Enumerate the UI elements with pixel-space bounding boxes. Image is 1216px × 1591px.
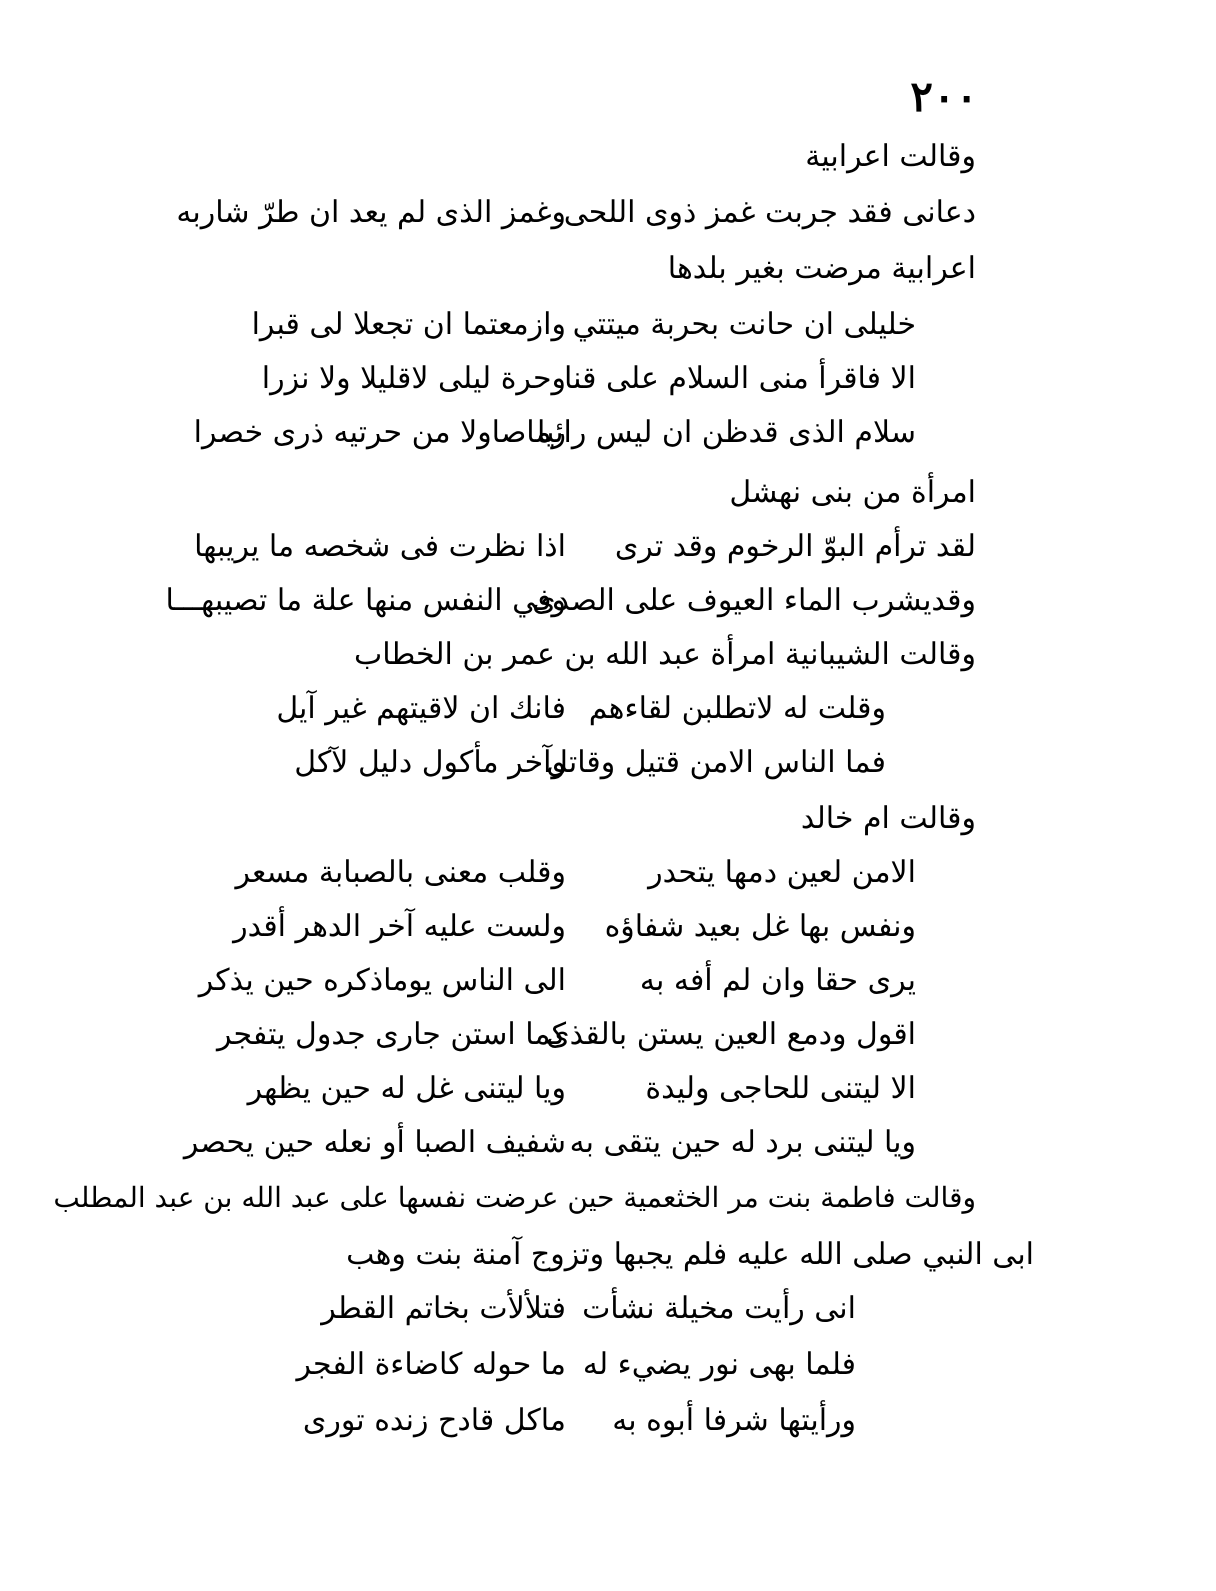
section-heading: وقالت ام خالد <box>800 801 976 836</box>
verse-hemistich-left: ويا ليتنى غل له حين يظهر <box>247 1071 566 1106</box>
verse-hemistich-right: يرى حقا وان لم أفه به <box>639 963 916 998</box>
verse-hemistich-right: دعانى فقد جربت غمز ذوى اللحى <box>563 195 976 230</box>
verse-hemistich-right: ورأيتها شرفا أبوه به <box>612 1403 856 1438</box>
verse-hemistich-right: سلام الذى قدظن ان ليس رائيا <box>537 415 916 450</box>
verse-hemistich-right: الامن لعين دمها يتحدر <box>648 855 916 890</box>
verse-hemistich-left: كما استن جارى جدول يتفجر <box>217 1017 566 1052</box>
verse-hemistich-left: فانك ان لاقيتهم غير آيل <box>276 691 566 726</box>
page-number: ٢٠٠ <box>910 72 978 121</box>
verse-hemistich-left: رماصاولا من حرتيه ذرى خصرا <box>193 415 566 450</box>
verse-hemistich-left: وآخر مأكول دليل لآكل <box>294 745 566 780</box>
verse-hemistich-right: اقول ودمع العين يستن بالقذى <box>546 1017 916 1052</box>
verse-hemistich-left: شفيف الصبا أو نعله حين يحصر <box>183 1125 566 1160</box>
section-heading: امرأة من بنى نهشل <box>729 475 976 510</box>
verse-hemistich-right: خليلى ان حانت بحربة ميتتي <box>572 307 916 342</box>
section-heading: وقالت فاطمة بنت مر الخثعمية حين عرضت نفسها على عبد الله بن عبد المطلب <box>53 1181 976 1214</box>
verse-hemistich-left: ولست عليه آخر الدهر أقدر <box>233 909 566 944</box>
section-heading: وقالت الشيبانية امرأة عبد الله بن عمر بن الخطاب <box>353 637 976 672</box>
verse-hemistich-right: وقديشرب الماء العيوف على الصدى <box>532 583 976 618</box>
verse-hemistich-left: الى الناس يوماذكره حين يذكر <box>198 963 566 998</box>
verse-hemistich-right: وقلت له لاتطلبن لقاءهم <box>588 691 886 726</box>
verse-hemistich-left: وغمز الذى لم يعد ان طرّ شاربه <box>176 195 566 230</box>
verse-hemistich-left: فتلألأت بخاتم القطر <box>321 1291 566 1326</box>
verse-hemistich-right: الا فاقرأ منى السلام على قنا <box>563 361 916 396</box>
verse-hemistich-right: الا ليتنى للحاجى وليدة <box>645 1071 916 1106</box>
section-heading-continued: ابى النبي صلى الله عليه فلم يجبها وتزوج آمنة بنت وهب <box>346 1237 1034 1272</box>
verse-hemistich-right: انى رأيت مخيلة نشأت <box>582 1291 856 1326</box>
verse-hemistich-right: فما الناس الامن قتيل وقاتل <box>546 745 886 780</box>
verse-hemistich-left: وقلب معنى بالصبابة مسعر <box>235 855 566 890</box>
verse-hemistich-left: ماكل قادح زنده تورى <box>302 1403 566 1438</box>
verse-hemistich-right: ويا ليتنى برد له حين يتقى به <box>569 1125 916 1160</box>
verse-hemistich-right: ونفس بها غل بعيد شفاؤه <box>604 909 916 944</box>
verse-hemistich-right: فلما بهى نور يضيء له <box>582 1347 856 1382</box>
verse-hemistich-left: وحرة ليلى لاقليلا ولا نزرا <box>261 361 566 396</box>
verse-hemistich-right: لقد ترأم البوّ الرخوم وقد ترى <box>614 529 976 564</box>
verse-hemistich-left: وازمعتما ان تجعلا لى قبرا <box>251 307 566 342</box>
verse-hemistich-left: اذا نظرت فى شخصه ما يريبها <box>194 529 566 564</box>
section-heading: اعرابية مرضت بغير بلدها <box>667 251 976 286</box>
verse-hemistich-left: ما حوله كاضاءة الفجر <box>296 1347 566 1382</box>
section-heading: وقالت اعرابية <box>805 139 976 174</box>
verse-hemistich-left: وفي النفس منها علة ما تصيبهـــا <box>165 583 566 618</box>
